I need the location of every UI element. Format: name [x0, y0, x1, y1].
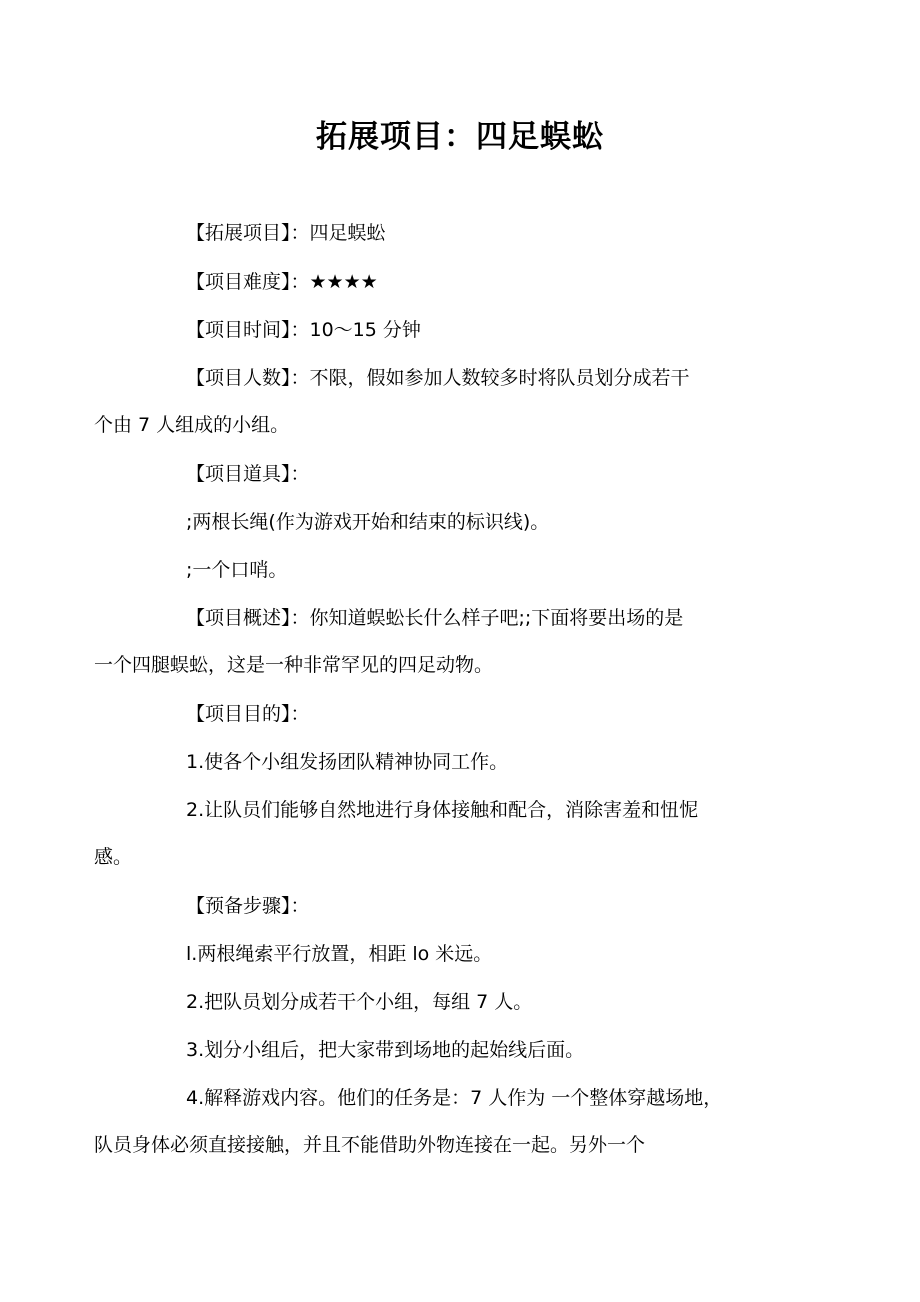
paragraph-line: 感。 [94, 846, 133, 868]
paragraph-line: 2.让队员们能够自然地进行身体接触和配合，消除害羞和忸怩 [186, 799, 699, 821]
paragraph-purpose [140, 691, 788, 738]
paragraph-prop-whistle [140, 547, 788, 594]
paragraph-step-2 [140, 979, 788, 1026]
paragraph-line: 一个四腿蜈蚣，这是一种非常罕见的四足动物。 [94, 654, 494, 676]
paragraph-step-4 [94, 1075, 788, 1169]
paragraph-line: 【项目目的】： [186, 703, 310, 725]
paragraph-purpose-2 [94, 787, 788, 881]
paragraph-duration [140, 307, 788, 354]
paragraph-line: 【项目难度】：★★★★ [186, 271, 378, 293]
paragraph-purpose-1 [140, 739, 788, 786]
paragraph-overview [94, 595, 788, 689]
paragraph-step-3 [140, 1027, 788, 1074]
paragraph-line: 3.划分小组后，把大家带到场地的起始线后面。 [186, 1039, 585, 1061]
paragraph-line: 【项目道具】： [186, 463, 310, 485]
paragraph-line: 【项目时间】：10～15 分钟 [186, 319, 421, 341]
paragraph-props [140, 451, 788, 498]
paragraph-line: 2.把队员划分成若干个小组，每组 7 人。 [186, 991, 533, 1013]
paragraph-preparation [140, 883, 788, 930]
paragraph-line: ;两根长绳(作为游戏开始和结束的标识线)。 [186, 511, 550, 533]
paragraph-line: 1.使各个小组发扬团队精神协同工作。 [186, 751, 509, 773]
paragraph-prop-rope [140, 499, 788, 546]
paragraph-line: 个由 7 人组成的小组。 [94, 414, 290, 436]
paragraph-step-1 [140, 931, 788, 978]
paragraph-line: 【预备步骤】： [186, 895, 310, 917]
paragraph-line: ;一个口哨。 [186, 559, 288, 581]
paragraph-line: 【项目概述】：你知道蜈蚣长什么样子吧;;下面将要出场的是 [186, 607, 684, 629]
paragraph-line: 队员身体必须直接接触，并且不能借助外物连接在一起。另外一个 [94, 1134, 646, 1156]
paragraph-project-name [140, 210, 788, 257]
paragraph-line: 【项目人数】：不限，假如参加人数较多时将队员划分成若干 [186, 367, 690, 389]
paragraph-difficulty [140, 259, 788, 306]
paragraph-participants [94, 355, 788, 449]
document-title: 拓展项目：四足蜈蚣 [316, 119, 604, 155]
paragraph-line: 【拓展项目】：四足蜈蚣 [186, 222, 386, 244]
paragraph-line: l.两根绳索平行放置，相距 lo 米远。 [186, 943, 493, 965]
paragraph-line: 4.解释游戏内容。他们的任务是：7 人作为 一个整体穿越场地， [186, 1087, 723, 1109]
